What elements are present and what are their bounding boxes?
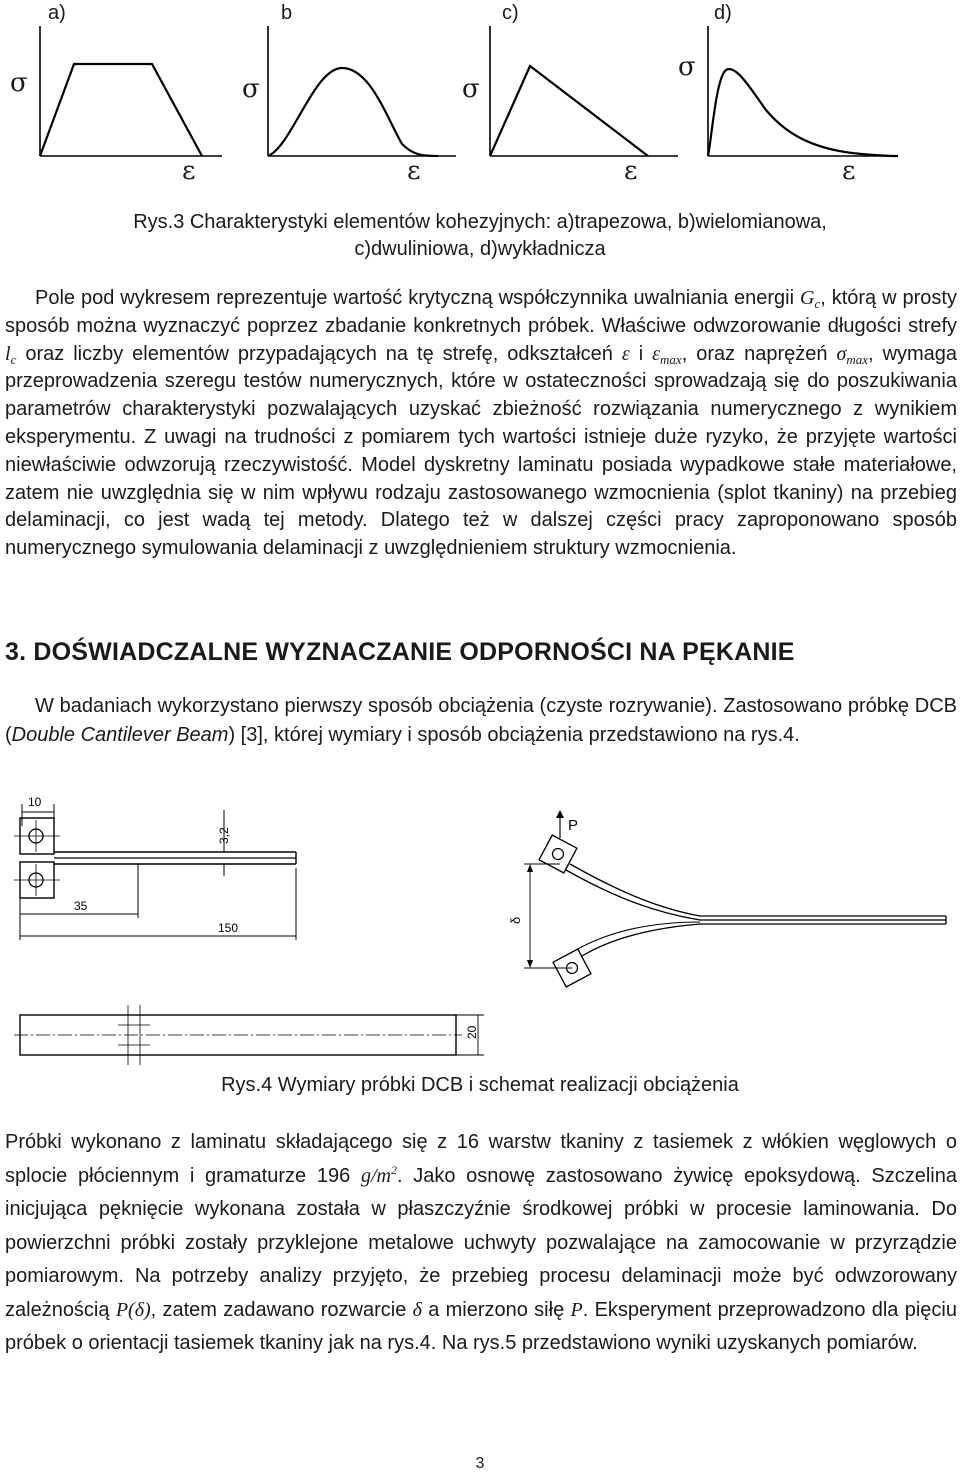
panel-d-x-symbol: ε bbox=[842, 156, 856, 186]
figure-4-caption: Rys.4 Wymiary próbki DCB i schemat realizacji obciążenia bbox=[221, 1074, 739, 1096]
panel-d-label: d) bbox=[714, 2, 732, 24]
areal-weight-unit: $g/m^2$ bbox=[360, 1162, 397, 1187]
epsilon-symbol: ε bbox=[621, 342, 630, 365]
dim-150-label: 150 bbox=[218, 921, 239, 935]
panel-c-y-symbol: σ bbox=[462, 74, 480, 104]
para1-text-2: , którą w prosty sposób można wyznaczyć poprzez zbadanie konkretnych próbek. Właściwe odwzorowanie długości strefy bbox=[5, 287, 957, 337]
para2-text-2: ) [3], której wymiary i sposób obciążenia przedstawiono na rys.4. bbox=[228, 723, 800, 746]
dim-35-label: 35 bbox=[74, 899, 88, 913]
figure-3-caption bbox=[0, 209, 960, 263]
panel-c-bilinear-plot bbox=[484, 26, 680, 162]
para1-text-6: , wymaga przeprowadzenia szeregu testów numerycznych, które w ostateczności sprowadzają się do poszukiwania parametrów charakterystyki pozwalających uzyskać zbieżność rozwiązania numerycznego z wynikiem eksperymentu. Z uwagi na trudności z pomiarem tych wartości istnieje duże ryzyko, że przyjęte wartości niewłaściwie odwzorują rzeczywistość. Model dyskretny laminatu posiada wypadkowe stałe materiałowe, zatem nie uwzględnia się w nim wpływu rodzaju zastosowanego wzmocnienia (splot tkaniny) na przebieg delaminacji, co jest wadą tej metody. Dlatego też w dalszej części pracy zaproponowano sposób numerycznego symulowania delaminacji z uwzględnieniem struktury wzmocnienia. bbox=[5, 342, 958, 560]
dim-3-2-label: 3,2 bbox=[217, 827, 231, 844]
load-p-label: P bbox=[568, 817, 579, 834]
panel-d-exponential-plot bbox=[702, 26, 902, 162]
dim-10-label: 10 bbox=[28, 795, 42, 809]
panel-c-label: c) bbox=[502, 2, 519, 24]
double-cantilever-beam-term: Double Cantilever Beam bbox=[11, 723, 229, 746]
lc-symbol: $l_c$ bbox=[5, 342, 17, 367]
panel-c-x-symbol: ε bbox=[624, 156, 638, 186]
paragraph-cohesive-parameters bbox=[5, 285, 957, 563]
para3-text-5: . Eksperyment przeprowadzono dla pięciu próbek o orientacji tasiemek tkaniny jak na rys.4. Na rys.5 przedstawiono wyniki uzyskanych pomiarów. bbox=[5, 1298, 957, 1354]
paragraph-dcb-specimen bbox=[5, 692, 957, 749]
panel-d-curve bbox=[708, 69, 898, 156]
para1-text-3: oraz liczby elementów przypadających na tę strefę, odkształceń bbox=[25, 342, 613, 365]
para1-text-5: , oraz naprężeń bbox=[681, 342, 828, 365]
panel-b-x-symbol: ε bbox=[407, 156, 421, 186]
panel-b-label: b bbox=[281, 2, 293, 24]
page-number: 3 bbox=[475, 1455, 485, 1472]
dcb-top-view-drawing bbox=[14, 995, 488, 1075]
panel-a-y-symbol: σ bbox=[10, 68, 28, 98]
panel-c-curve bbox=[490, 66, 648, 156]
panel-a-x-symbol: ε bbox=[182, 156, 196, 186]
section-heading: 3. DOŚWIADCZALNE WYZNACZANIE ODPORNOŚCI NA PĘKANIE bbox=[5, 638, 795, 666]
delta-label: δ bbox=[508, 916, 523, 924]
gc-symbol: $G_c$ bbox=[799, 287, 821, 311]
sigma-max-symbol: $\sigma_{max}$ bbox=[836, 342, 869, 367]
panel-b-curve bbox=[268, 68, 438, 156]
panel-b-y-symbol: σ bbox=[242, 74, 260, 104]
p-of-delta-symbol: P(δ) bbox=[115, 1298, 151, 1321]
para3-text-2: . Jako osnowę zastosowano żywicę epoksydową. Szczelina inicjująca pęknięcie wykonana została w płaszczyźnie środkowej próbki w procesie laminowania. Do powierzchni próbki zostały przyklejone metalowe uchwyty pozwalające na zamocowanie w przyrządzie pomiarowym. Na potrzeby analizy przyjęto, że przebieg procesu delaminacji może być odwzorowany zależnością bbox=[5, 1164, 958, 1321]
para1-text-4: i bbox=[638, 342, 644, 365]
para2-text-1: W badaniach wykorzystano pierwszy sposób obciążenia (czyste rozrywanie). Zastosowano próbkę DCB ( bbox=[5, 695, 957, 746]
para3-text-4: a mierzono siłę bbox=[428, 1298, 565, 1321]
panel-a-curve bbox=[40, 64, 202, 156]
para3-text-1: Próbki wykonano z laminatu składającego się z 16 warstw tkaniny z tasiemek z włókien węglowych o splocie płóciennym i gramaturze 196 bbox=[5, 1131, 957, 1187]
dcb-loading-scheme-drawing bbox=[486, 808, 950, 998]
dim-20-label: 20 bbox=[465, 1025, 479, 1039]
para3-text-3: , zatem zadawano rozwarcie bbox=[150, 1298, 407, 1321]
panel-a-trapezoid-plot bbox=[34, 26, 224, 162]
figure-3-caption-line-1: Rys.3 Charakterystyki elementów kohezyjnych: a)trapezowa, b)wielomianowa, bbox=[133, 211, 827, 233]
panel-b-polynomial-plot bbox=[262, 26, 458, 162]
figure-3-caption-line-2: c)dwuliniowa, d)wykładnicza bbox=[354, 238, 606, 260]
panel-d-y-symbol: σ bbox=[678, 52, 696, 82]
paragraph-experiment bbox=[5, 1126, 957, 1361]
panel-a-label: a) bbox=[48, 2, 66, 24]
dcb-side-view-drawing bbox=[14, 790, 304, 950]
para1-text-1: Pole pod wykresem reprezentuje wartość krytyczną współczynnika uwalniania energii bbox=[35, 287, 795, 309]
epsilon-max-symbol: $\varepsilon_{max}$ bbox=[652, 342, 682, 367]
delta-symbol: δ bbox=[412, 1298, 422, 1321]
p-symbol: P bbox=[570, 1298, 583, 1321]
